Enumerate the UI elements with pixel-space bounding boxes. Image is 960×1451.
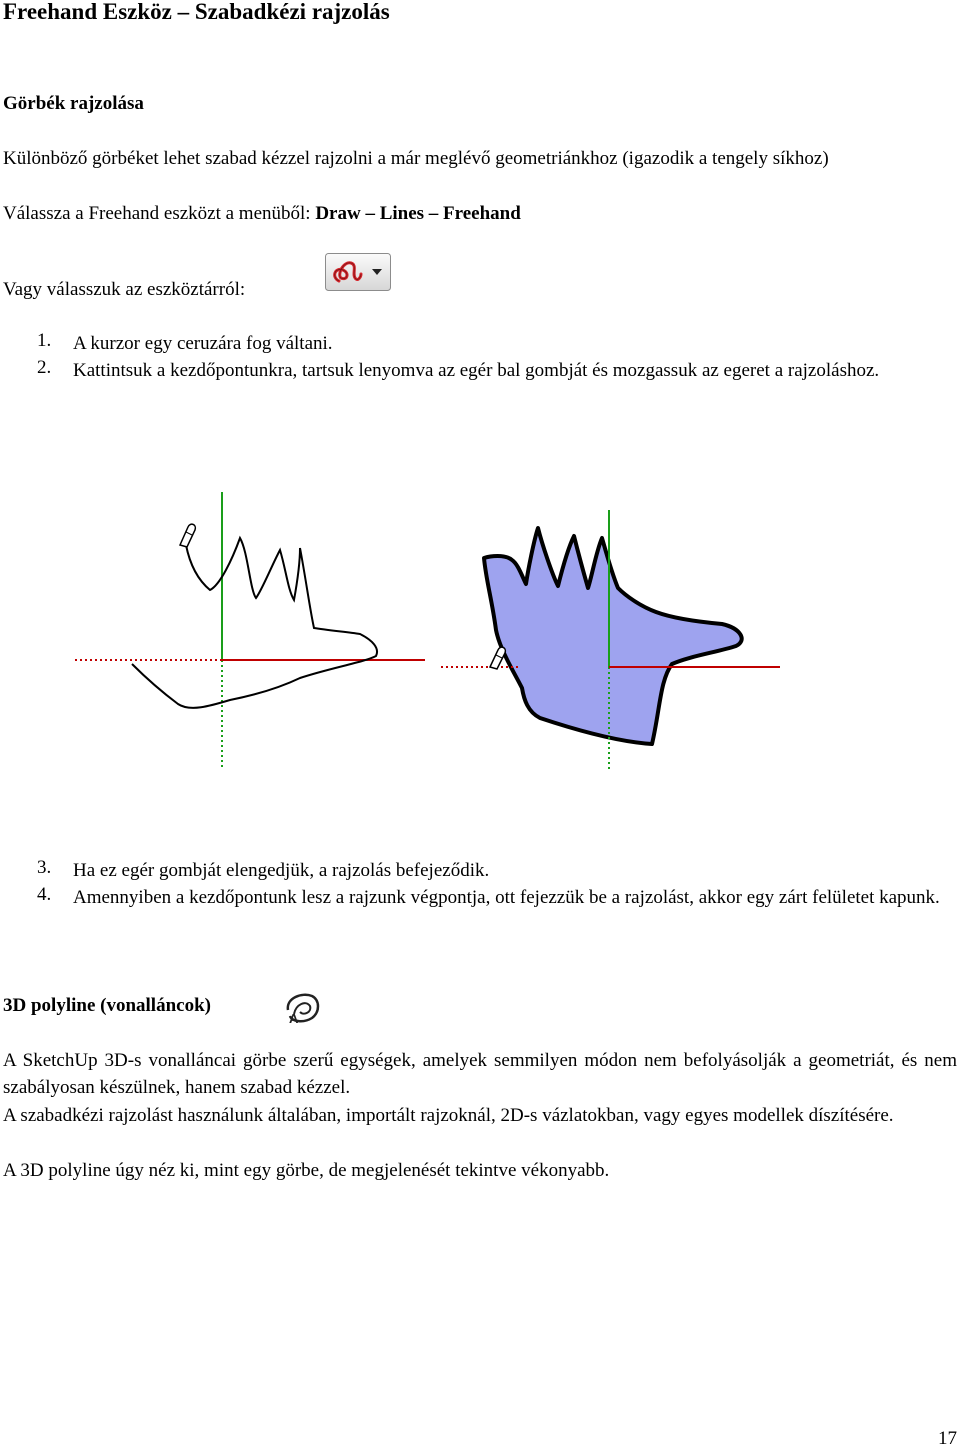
pencil-cursor-icon-right — [490, 647, 505, 669]
polyline-paragraph-2: A szabadkézi rajzolást használunk általában, importált rajzoknál, 2D-s vázlatokban, vagy egyes modellek díszítésére. — [3, 1105, 894, 1126]
freehand-closed-surface — [484, 528, 742, 744]
section-heading-curves: Görbék rajzolása — [3, 93, 144, 114]
step-1-text: A kurzor egy ceruzára fog váltani. — [73, 333, 333, 354]
step-1-number: 1. — [37, 330, 52, 351]
step-4-text: Amennyiben a kezdőpontunk lesz a rajzunk végpontja, ott fejezzük be a rajzolást, akkor egy zárt felületet kapunk. — [73, 887, 940, 908]
curves-intro: Különböző görbéket lehet szabad kézzel rajzolni a már meglévő geometriánkhoz (igazodik a tengely síkhoz) — [3, 148, 829, 169]
page-number: 17 — [938, 1428, 957, 1449]
polyline-paragraph-1: A SketchUp 3D-s vonalláncai görbe szerű egységek, amelyek semmilyen módon nem befolyásolják a geometriát, és nem szabályosan készülnek, hanem szabad kézzel. — [3, 1050, 957, 1098]
polyline-paragraph-3: A 3D polyline úgy néz ki, mint egy görbe, de megjelenését tekintve vékonyabb. — [3, 1160, 610, 1181]
svg-text:A: A — [289, 1011, 299, 1026]
pencil-cursor-icon — [180, 524, 195, 547]
freehand-open-curve — [132, 538, 377, 708]
freehand-tool-icon — [325, 253, 391, 291]
freehand-tool-button[interactable] — [325, 253, 391, 291]
polyline-tool-icon — [282, 990, 322, 1026]
menu-instruction — [3, 200, 957, 227]
polyline-tool-button[interactable] — [282, 990, 322, 1026]
page-title: Freehand Eszköz – Szabadkézi rajzolás — [3, 0, 390, 24]
menu-instruction-prefix: Válassza a Freehand eszközt a menüből: — [3, 203, 316, 224]
step-2-number: 2. — [37, 357, 52, 378]
step-3-number: 3. — [37, 857, 52, 878]
step-3-text: Ha ez egér gombját elengedjük, a rajzolás befejeződik. — [73, 860, 490, 881]
toolbar-instruction: Vagy válasszuk az eszköztárról: — [3, 279, 246, 300]
freehand-illustration — [0, 480, 960, 780]
step-2-text: Kattintsuk a kezdőpontunkra, tartsuk lenyomva az egér bal gombját és mozgassuk az egeret a rajzoláshoz. — [73, 360, 880, 381]
step-4-number: 4. — [37, 884, 52, 905]
section-heading-polyline: 3D polyline (vonalláncok) — [3, 995, 211, 1016]
menu-path: Draw – Lines – Freehand — [315, 203, 521, 224]
